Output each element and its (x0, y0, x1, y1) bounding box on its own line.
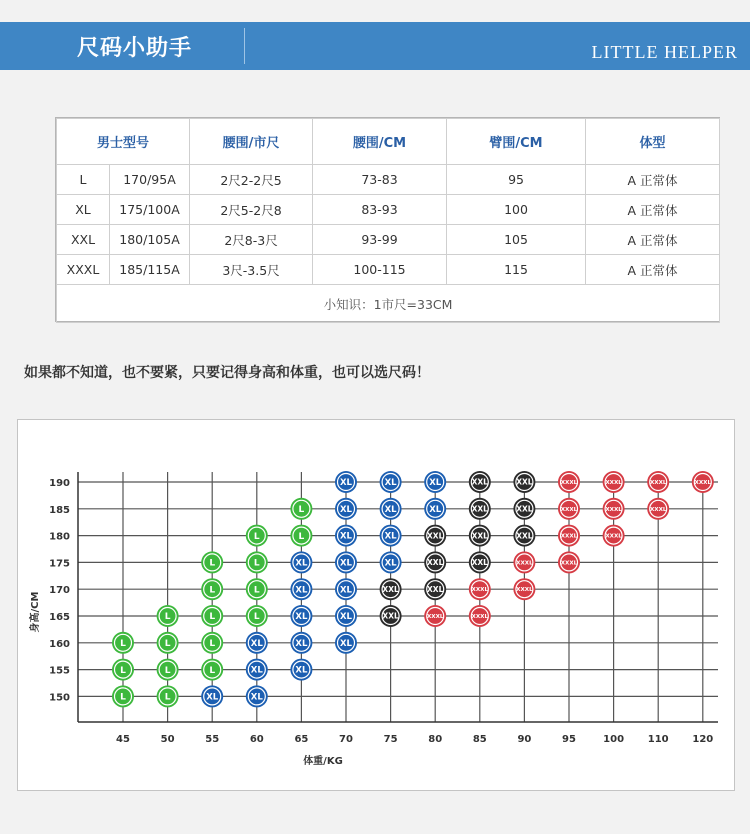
x-tick-label: 45 (116, 734, 130, 745)
header-waist-cm: 腰围/CM (313, 119, 447, 165)
model-cell: 175/100A (110, 195, 190, 225)
x-tick-label: 110 (647, 734, 669, 745)
y-tick-label: 180 (49, 531, 70, 543)
body-type-cell: A 正常体 (586, 225, 720, 255)
table-row (57, 195, 720, 225)
size-marker-label: XXXL (560, 560, 578, 567)
x-tick-label: 95 (562, 734, 576, 745)
waist-cm-cell: 93-99 (313, 225, 447, 255)
size-marker-label: XXL (516, 504, 533, 514)
y-tick-label: 185 (49, 504, 70, 516)
x-tick-label: 70 (339, 734, 353, 745)
size-marker-label: XXL (516, 531, 533, 541)
size-marker-label: L (298, 505, 305, 516)
y-tick-label: 175 (49, 558, 70, 570)
size-marker-label: XXXL (560, 533, 578, 540)
arm-cm-cell: 100 (447, 195, 586, 225)
size-marker-label: XL (295, 638, 308, 649)
size-marker-label: L (298, 531, 305, 542)
x-tick-label: 85 (472, 734, 487, 745)
size-marker-label: L (164, 612, 171, 623)
size-marker-label: L (209, 558, 216, 569)
y-tick-label: 150 (49, 692, 70, 704)
size-marker-label: L (209, 665, 216, 676)
size-marker-label: XXXL (605, 533, 622, 540)
table-row (57, 255, 720, 285)
waist-shichi-cell: 2尺2-2尺5 (190, 165, 313, 195)
banner-subtitle: LITTLE HELPER (591, 42, 738, 62)
size-marker-label: XXXL (426, 614, 444, 621)
size-marker-label: XXL (471, 531, 488, 541)
size-marker-label: XL (340, 612, 352, 623)
y-tick-label: 155 (49, 665, 70, 677)
size-marker-label: XL (295, 665, 308, 676)
x-tick-label: 80 (428, 734, 443, 745)
size-marker-label: XL (340, 531, 352, 542)
size-marker-label: L (120, 665, 126, 676)
size-marker-label: XL (340, 478, 352, 489)
size-marker-label: L (253, 612, 260, 623)
x-tick-label: 65 (294, 734, 309, 745)
size-table-card (55, 117, 720, 322)
waist-shichi-cell: 3尺-3.5尺 (190, 255, 313, 285)
size-marker-label: XL (295, 612, 308, 623)
header-waist-shichi: 腰围/市尺 (190, 119, 313, 165)
x-tick-label: 50 (160, 734, 175, 745)
size-table (56, 118, 720, 323)
size-marker-label: XL (340, 638, 352, 649)
size-marker-label: XL (384, 478, 397, 489)
table-header-row (57, 119, 720, 165)
size-marker-label: XL (340, 585, 352, 596)
model-cell: 180/105A (110, 225, 190, 255)
x-tick-label: 90 (517, 734, 532, 745)
size-marker-label: L (253, 585, 260, 596)
size-marker-label: XL (384, 504, 397, 515)
size-marker-label: XXL (427, 531, 444, 541)
y-tick-label: 170 (49, 585, 70, 597)
size-tip-text: 如果都不知道，也不要紧，只要记得身高和体重，也可以选尺码！ (24, 365, 430, 381)
size-marker-label: L (209, 639, 216, 650)
arm-cm-cell: 95 (447, 165, 586, 195)
x-tick-label: 100 (603, 734, 625, 745)
model-cell: 170/95A (110, 165, 190, 195)
size-marker-label: XXXL (516, 587, 533, 594)
banner-divider (244, 28, 245, 64)
size-marker-label: XXL (516, 477, 533, 487)
size-marker-label: XL (429, 504, 442, 515)
y-tick-label: 160 (49, 638, 70, 650)
size-marker-label: XL (250, 692, 263, 703)
size-marker-label: XL (295, 558, 308, 569)
header-arm-cm: 臂围/CM (447, 119, 586, 165)
arm-cm-cell: 105 (447, 225, 586, 255)
footnote-row (57, 285, 720, 323)
waist-cm-cell: 100-115 (313, 255, 447, 285)
table-footnote: 小知识：1市尺=33CM (57, 285, 720, 323)
size-marker-label: XL (340, 504, 352, 515)
size-marker-label: XXXL (649, 480, 667, 487)
size-marker-label: XL (250, 638, 263, 649)
size-marker-label: XXXL (694, 480, 712, 487)
size-marker-label: XXL (471, 477, 488, 487)
size-cell: XXL (57, 225, 110, 255)
size-marker-label: XL (206, 692, 219, 703)
size-marker-label: XXXL (605, 506, 622, 513)
table-row (57, 165, 720, 195)
x-axis-title: 体重/KG (303, 756, 343, 767)
size-chart-card (17, 419, 735, 791)
y-tick-label: 165 (49, 612, 70, 623)
size-marker-label: L (253, 558, 260, 569)
header-banner (0, 22, 750, 70)
size-marker-label: L (120, 692, 126, 703)
x-tick-label: 120 (692, 734, 714, 745)
size-marker-label: XXXL (560, 480, 578, 487)
table-row (57, 225, 720, 255)
banner-title: 尺码小助手 (77, 36, 193, 61)
size-marker-label: XXL (471, 558, 488, 568)
size-chart (18, 420, 734, 790)
size-marker-label: L (164, 692, 171, 703)
body-type-cell: A 正常体 (586, 255, 720, 285)
size-cell: XXXL (57, 255, 110, 285)
header-body-type: 体型 (586, 119, 720, 165)
size-marker-label: XL (384, 531, 397, 542)
size-marker-label: XL (295, 585, 308, 596)
x-tick-label: 55 (205, 734, 220, 745)
y-axis-title: 身高/CM (30, 591, 41, 633)
waist-shichi-cell: 2尺5-2尺8 (190, 195, 313, 225)
size-marker-label: L (120, 639, 126, 650)
size-marker-label: XXXL (471, 587, 489, 594)
size-marker-label: XXL (427, 584, 444, 594)
size-marker-label: XXL (427, 558, 444, 568)
model-cell: 185/115A (110, 255, 190, 285)
x-tick-label: 75 (383, 734, 398, 745)
waist-cm-cell: 83-93 (313, 195, 447, 225)
size-marker-label: XXL (471, 504, 488, 514)
waist-cm-cell: 73-83 (313, 165, 447, 195)
size-marker-label: L (164, 665, 171, 676)
x-tick-label: 60 (249, 734, 264, 745)
size-marker-label: L (164, 639, 171, 650)
size-marker-label: L (209, 612, 216, 623)
size-cell: L (57, 165, 110, 195)
size-cell: XL (57, 195, 110, 225)
arm-cm-cell: 115 (447, 255, 586, 285)
size-marker-label: XXL (382, 611, 399, 621)
size-marker-label: XXXL (560, 506, 578, 513)
size-marker-label: XXXL (516, 560, 533, 567)
size-marker-label: XXXL (605, 480, 622, 487)
size-marker-label: XL (340, 558, 352, 569)
size-marker-label: XXXL (471, 614, 489, 621)
header-model: 男士型号 (57, 119, 190, 165)
body-type-cell: A 正常体 (586, 165, 720, 195)
size-marker-label: XXXL (649, 506, 667, 513)
size-marker-label: XL (429, 478, 442, 489)
waist-shichi-cell: 2尺8-3尺 (190, 225, 313, 255)
size-marker-label: XL (384, 558, 397, 569)
size-marker-label: XL (250, 665, 263, 676)
size-marker-label: L (209, 585, 216, 596)
size-marker-label: L (253, 531, 260, 542)
size-marker-label: XXL (382, 584, 399, 594)
body-type-cell: A 正常体 (586, 195, 720, 225)
y-tick-label: 190 (49, 478, 70, 489)
